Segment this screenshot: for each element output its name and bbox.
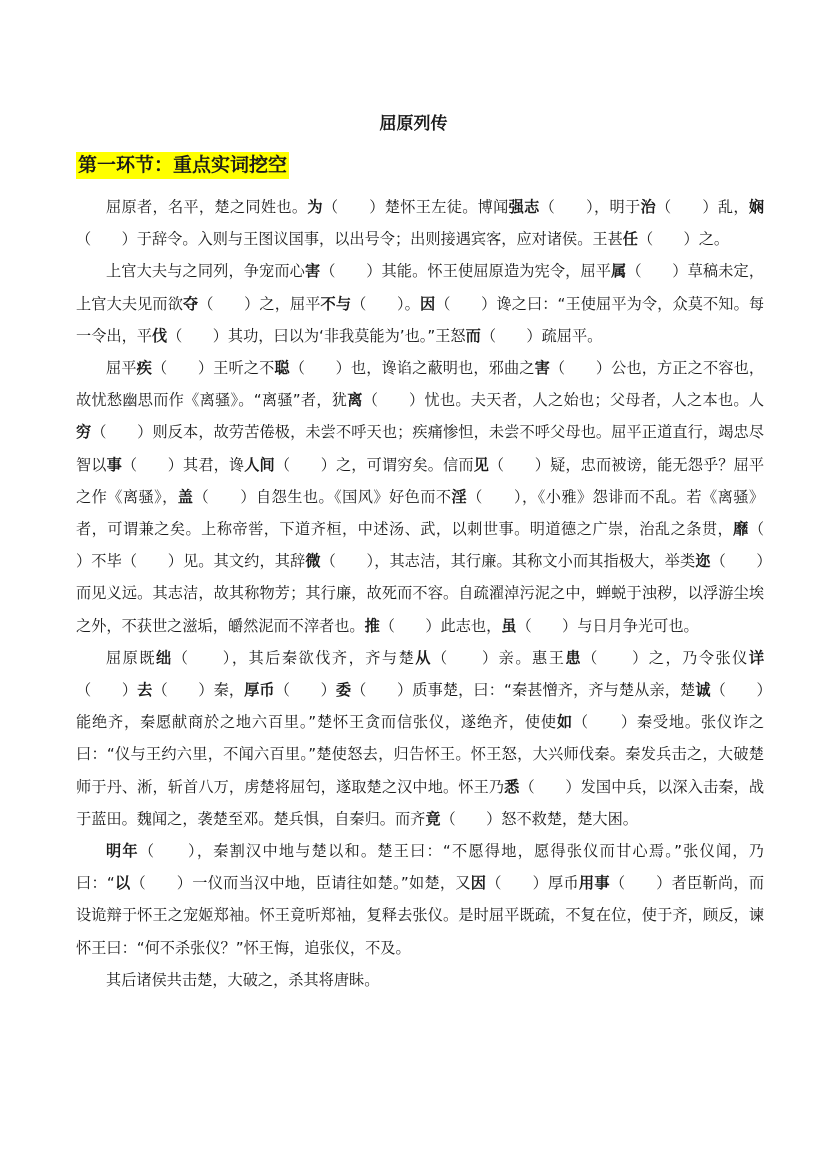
passage-text: （ ）亲。惠王 <box>431 648 566 667</box>
passage-text: （ ）之。 <box>637 230 730 249</box>
passage-text: （ ） <box>274 681 336 700</box>
passage-text: （ ）公也，方正之不容也，故忧愁幽思而作《离骚》。“离骚”者，犹 <box>76 359 765 410</box>
key-word: 离 <box>347 391 363 410</box>
key-word: 属 <box>611 262 627 281</box>
passage-text: （ ），《小雅》怨诽而不乱。若《离骚》者，可谓兼之矣。上称帝喾，下道齐桓，中述汤、武，以刺世事。明道德之广崇，治乱之条贯， <box>76 487 765 539</box>
passage-text: 屈平 <box>106 359 137 378</box>
key-word: 害 <box>304 262 321 281</box>
passage-paragraph <box>76 642 764 835</box>
key-word: 明年 <box>106 842 139 861</box>
passage-text: （ ）其功，曰以为‘非我莫能为’也。”王怒 <box>167 326 466 345</box>
passage-text: （ ）怒不救楚，楚大困。 <box>440 809 638 828</box>
key-word: 娴 <box>748 198 765 216</box>
passage-text: （ ）秦， <box>152 681 245 700</box>
key-word: 盖 <box>177 487 194 506</box>
passage-text: （ ）之，乃令张仪 <box>582 648 749 667</box>
passage-text: （ ）厚币 <box>486 874 579 893</box>
passage-text: （ ） <box>76 681 138 700</box>
passage-text: （ ）于辞令。入则与王图议国事，以出号令；出则接遇宾客，应对诸侯。王甚 <box>76 230 623 249</box>
key-word: 虽 <box>501 616 517 635</box>
passage-text: （ ），秦割汉中地与楚以和。楚王曰：“不愿得地，愿得张仪而甘心焉。”张仪闻，乃曰：“ <box>76 842 764 893</box>
key-word: 靡 <box>733 520 749 539</box>
key-word: 夺 <box>182 294 199 313</box>
key-word: 迩 <box>695 552 711 571</box>
key-word: 绌 <box>156 648 173 667</box>
key-word: 以 <box>114 874 131 893</box>
key-word: 因 <box>470 874 487 893</box>
passage-text: （ ）其能。怀王使屈原造为宪令，屈平 <box>320 262 612 281</box>
passage-body <box>76 191 795 996</box>
passage-text: （ ）之，屈平 <box>198 294 321 313</box>
passage-paragraph <box>76 835 764 964</box>
passage-text: （ ）谗之曰：“王使屈平为令，众莫不知。每一令出，平 <box>76 294 765 345</box>
passage-text: （ ）质事楚，曰：“秦甚憎齐，齐与楚从亲，楚 <box>351 681 696 700</box>
key-word: 穷 <box>76 423 92 442</box>
passage-text: （ ）自怨生也。《国风》好色而不 <box>193 487 452 506</box>
key-word: 淫 <box>451 487 468 506</box>
passage-text: （ ）疏屈平。 <box>480 326 603 345</box>
passage-text: （ ）则反本，故劳苦倦极，未尝不呼天也；疾痛惨怛，未尝不呼父母也。屈平正道直行，竭忠尽智以 <box>76 423 765 474</box>
passage-text: （ ）乱， <box>655 198 749 216</box>
passage-text: （ ）能绝齐，秦愿献商於之地六百里。”楚怀王贪而信张仪，遂绝齐，使使 <box>76 681 765 732</box>
passage-text: （ ）楚怀王左徒。博闻 <box>322 198 509 216</box>
passage-text: （ ）王听之不 <box>151 359 275 378</box>
document-title: 屈原列传 <box>379 114 448 134</box>
key-word: 从 <box>415 648 432 667</box>
passage-text: （ ）不毕（ ）见。其文约，其辞 <box>76 520 795 571</box>
passage-text: （ ），其后秦欲伐齐，齐与楚 <box>172 648 416 667</box>
key-word: 任 <box>622 230 638 249</box>
key-word: 厚币 <box>244 681 275 700</box>
passage-text: （ ）发国中兵，以深入击秦，战于蓝田。魏闻之，袭楚至邓。楚兵惧，自秦归。而齐 <box>76 777 765 828</box>
passage-text: （ ）草稿未定，上官大夫见而欲 <box>76 262 765 313</box>
passage-paragraph <box>76 964 764 996</box>
key-word: 疾 <box>136 359 152 378</box>
passage-text: 屈原既 <box>106 648 157 667</box>
passage-text: （ ）之，可谓穷矣。信而 <box>274 455 474 474</box>
key-word: 聪 <box>274 359 290 378</box>
passage-text: （ ）而见义远。其志洁，故其称物芳；其行廉，故死而不容。自疏濯淖污泥之中，蝉蜕于浊秽，以浮游尘埃之外，不获世之滋垢，皭然泥而不滓者也。 <box>76 552 765 635</box>
key-word: 为 <box>307 198 323 216</box>
passage-paragraph <box>76 352 795 642</box>
key-word: 患 <box>565 648 583 667</box>
passage-text: 上官大夫与之同列，争宠而心 <box>106 262 305 281</box>
passage-text: （ ）疑，忠而被谤，能无怨乎？屈平之作《离骚》， <box>76 455 765 506</box>
key-word: 人间 <box>244 455 275 474</box>
passage-text: （ ）此志也， <box>379 616 502 635</box>
passage-text: 其后诸侯共击楚，大破之，杀其将唐眛。 <box>106 970 380 989</box>
key-word: 微 <box>305 552 321 571</box>
passage-text: 屈原者，名平，楚之同姓也。 <box>106 198 308 216</box>
key-word: 委 <box>335 681 352 700</box>
key-word: 而 <box>465 326 481 345</box>
passage-text: （ ）者臣靳尚，而设诡辩于怀王之宠姬郑袖。怀王竟听郑袖，复释去张仪。是时屈平既疏，不复在位，使于齐，顾反，谏怀王曰：“何不杀张仪？”怀王悔，追张仪，不及。 <box>76 874 765 957</box>
key-word: 因 <box>419 294 436 313</box>
key-word: 推 <box>364 616 380 635</box>
passage-text: （ ）其君，谗 <box>121 455 245 474</box>
passage-text: （ ）。 <box>351 294 420 313</box>
passage-text: （ ），其志洁，其行廉。其称文小而其指极大，举类 <box>320 552 696 571</box>
key-word: 事 <box>106 455 122 474</box>
key-word: 如 <box>556 713 573 732</box>
passage-text: （ ）与日月争光可也。 <box>516 616 699 635</box>
key-word: 治 <box>640 198 656 216</box>
key-word: 强志 <box>508 198 540 216</box>
key-word: 竟 <box>425 809 441 828</box>
passage-text: （ ）秦受地。张仪诈之曰：“仪与王约六里，不闻六百里。”楚使怒去，归告怀王。怀王怒，大兴师伐秦。秦发兵击之，大破楚师于丹、淅，斩首八万，虏楚将屈匄，遂取楚之汉中地。怀王乃 <box>76 713 765 796</box>
passage-paragraph <box>76 255 764 352</box>
passage-text: （ ）忧也。夫天者，人之始也；父母者，人之本也。人 <box>362 391 765 410</box>
passage-text: （ ）也，谗谄之蔽明也，邪曲之 <box>289 359 535 378</box>
section-heading-highlighted: 第一环节：重点实词挖空 <box>76 152 289 179</box>
passage-text: （ ），明于 <box>539 198 641 216</box>
key-word: 伐 <box>151 326 168 345</box>
key-word: 见 <box>473 455 489 474</box>
passage-paragraph <box>76 191 764 255</box>
key-word: 详 <box>748 648 765 667</box>
key-word: 诚 <box>695 681 711 700</box>
key-word: 用事 <box>578 874 610 893</box>
passage-text: （ ）一仪而当汉中地，臣请往如楚。”如楚，又 <box>130 874 471 893</box>
key-word: 悉 <box>504 777 520 796</box>
key-word: 害 <box>534 359 550 378</box>
key-word: 不与 <box>320 294 352 313</box>
key-word: 去 <box>137 681 153 700</box>
